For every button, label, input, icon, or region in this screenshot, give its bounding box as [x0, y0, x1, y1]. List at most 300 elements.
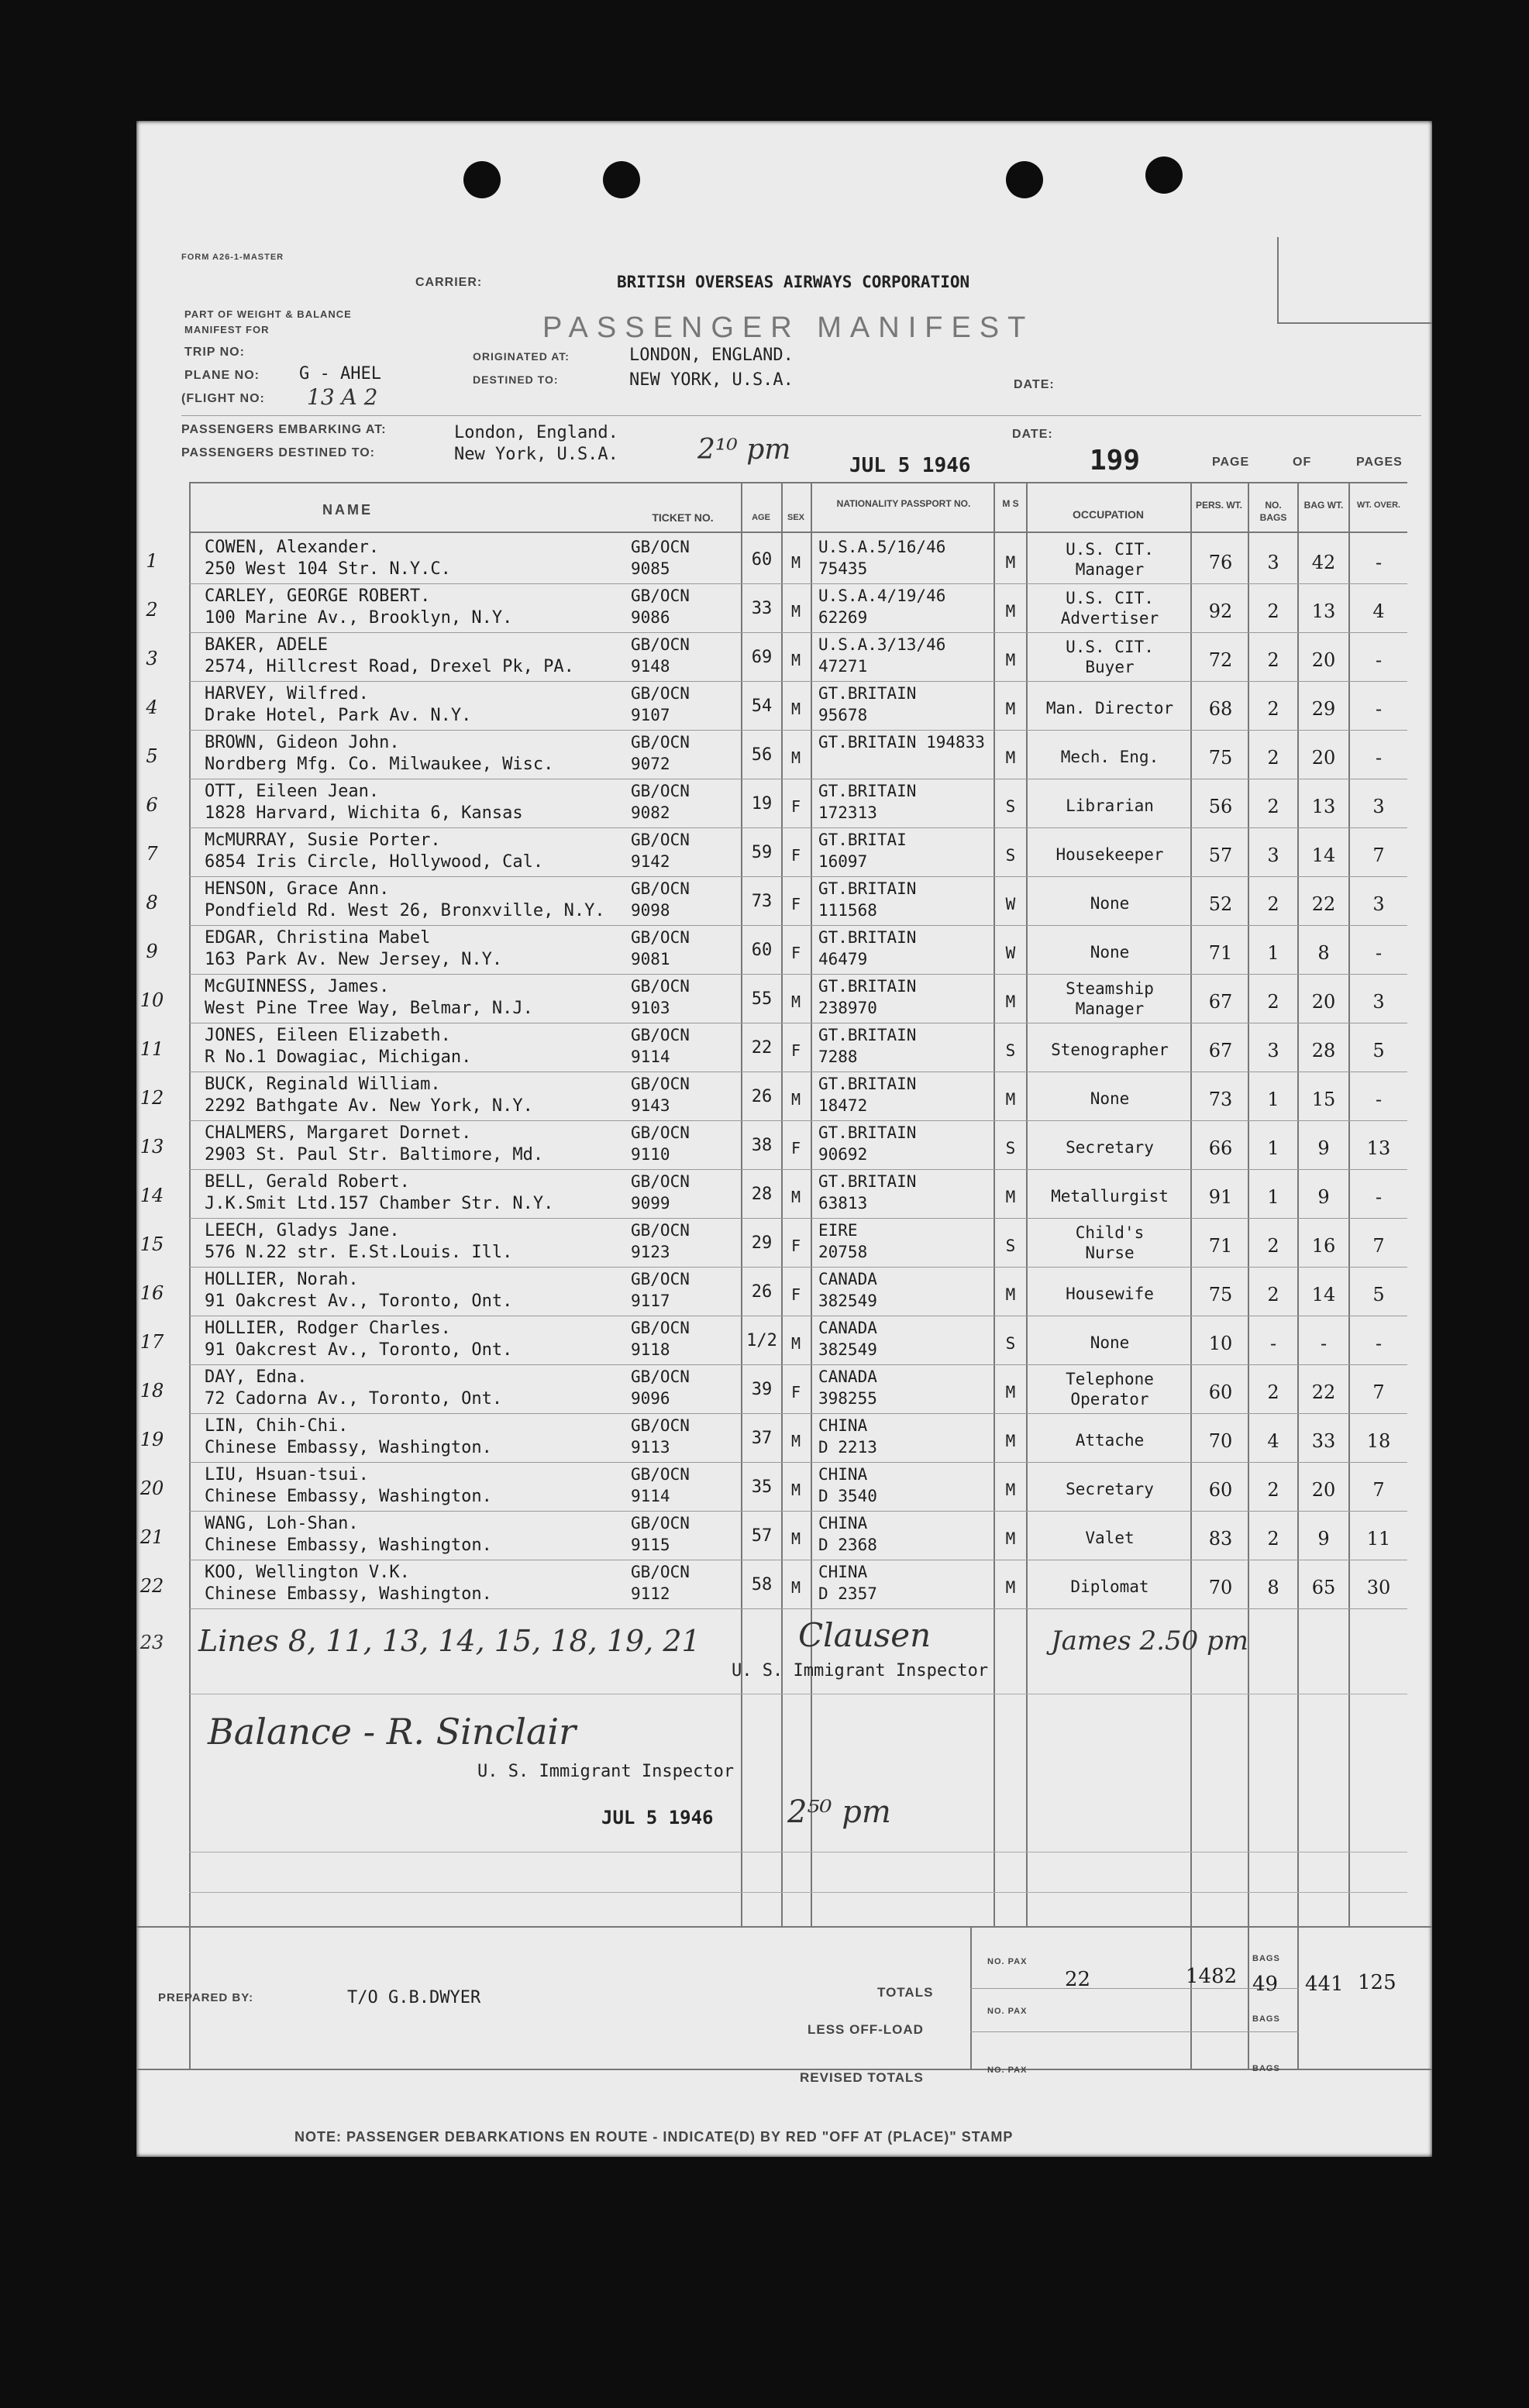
row-number: 2 [146, 599, 158, 621]
table-row [136, 1512, 1432, 1560]
ticket-prefix: GB/OCN [631, 1465, 690, 1484]
table-row [136, 1219, 1432, 1268]
no-pax-label: NO. PAX [987, 1957, 1028, 1966]
row-number: 19 [139, 1429, 164, 1450]
passenger-age: 22 [751, 1038, 773, 1058]
bag-weight: 8 [1317, 942, 1330, 964]
table-row [136, 780, 1432, 828]
row-divider [189, 876, 1407, 877]
weight-over: 7 [1372, 845, 1385, 866]
passenger-sex: M [790, 1481, 801, 1499]
header-age: AGE [752, 513, 770, 522]
passenger-address: Chinese Embassy, Washington. [205, 1487, 492, 1506]
row-number: 3 [146, 648, 158, 669]
nationality: CANADA [818, 1367, 877, 1386]
nationality: GT.BRITAIN [818, 1026, 917, 1044]
manifest-for-label: MANIFEST FOR [184, 324, 270, 335]
bag-weight: 42 [1311, 552, 1336, 573]
table-row [136, 878, 1432, 926]
row-number: 4 [146, 697, 158, 718]
totals-label: TOTALS [877, 1985, 934, 2000]
nationality: U.S.A.3/13/46 [818, 635, 946, 654]
ticket-number: 9086 [631, 608, 670, 627]
occupation: Attache [1075, 1431, 1145, 1450]
row-divider [189, 583, 1407, 584]
row-divider [189, 730, 1407, 731]
number-of-bags: 4 [1267, 1430, 1279, 1452]
passenger-name: LEECH, Gladys Jane. [205, 1221, 400, 1240]
inspector-label-1: U. S. Immigrant Inspector [732, 1661, 989, 1680]
number-of-bags: 3 [1267, 1040, 1279, 1061]
flight-value: 13 A 2 [307, 384, 378, 410]
balance-signature: Balance - R. Sinclair [208, 1711, 577, 1753]
passenger-address: 2574, Hillcrest Road, Drexel Pk, PA. [205, 657, 574, 676]
number-of-bags: 1 [1267, 1137, 1279, 1159]
header-occupation: OCCUPATION [1072, 508, 1145, 521]
header-pers-wt: PERS. WT. [1195, 500, 1242, 511]
personal-weight: 75 [1208, 1284, 1233, 1305]
personal-weight: 73 [1208, 1089, 1233, 1110]
passenger-sex: F [790, 944, 801, 962]
weight-over: 3 [1372, 796, 1385, 817]
bag-weight: 20 [1311, 747, 1336, 769]
marital-status: M [1005, 1578, 1016, 1597]
personal-weight: 56 [1208, 796, 1233, 817]
ticket-number: 9112 [631, 1584, 670, 1603]
passenger-sex: M [790, 748, 801, 767]
nationality: CHINA [818, 1563, 868, 1581]
occupation: Metallurgist [1051, 1187, 1169, 1206]
ticket-prefix: GB/OCN [631, 1172, 690, 1191]
ticket-prefix: GB/OCN [631, 1221, 690, 1240]
number-of-bags: 2 [1267, 893, 1279, 915]
page-number: 199 [1090, 445, 1141, 476]
bag-weight: 22 [1311, 1381, 1336, 1403]
ticket-prefix: GB/OCN [631, 1416, 690, 1435]
table-row [136, 683, 1432, 731]
passenger-name: EDGAR, Christina Mabel [205, 928, 431, 948]
row-number: 14 [139, 1185, 164, 1206]
passenger-name: HOLLIER, Rodger Charles. [205, 1319, 451, 1338]
marital-status: M [1005, 1481, 1016, 1499]
nationality: GT.BRITAIN [818, 684, 917, 703]
passenger-age: 35 [751, 1477, 773, 1497]
passenger-name: BUCK, Reginald William. [205, 1075, 441, 1094]
passport-number: 63813 [818, 1194, 868, 1213]
row-number: 5 [146, 745, 158, 767]
personal-weight: 52 [1208, 893, 1233, 915]
table-row [136, 1415, 1432, 1463]
personal-weight: 57 [1208, 845, 1233, 866]
prepared-by-label: PREPARED BY: [158, 1991, 254, 2004]
header-wt-over: WT. OVER. [1356, 501, 1401, 510]
passenger-name: BAKER, ADELE [205, 635, 328, 655]
passport-number: D 3540 [818, 1487, 877, 1505]
passenger-name: CARLEY, GEORGE ROBERT. [205, 587, 431, 606]
weight-over: - [1375, 942, 1383, 964]
passenger-sex: F [790, 895, 801, 913]
personal-weight: 92 [1208, 600, 1233, 622]
ticket-prefix: GB/OCN [631, 879, 690, 898]
passenger-address: 2292 Bathgate Av. New York, N.Y. [205, 1096, 533, 1116]
passenger-address: Chinese Embassy, Washington. [205, 1584, 492, 1604]
passenger-age: 56 [751, 745, 773, 765]
passenger-sex: M [790, 651, 801, 669]
passenger-address: 91 Oakcrest Av., Toronto, Ont. [205, 1292, 513, 1311]
row-divider [189, 1267, 1407, 1268]
passenger-address: 6854 Iris Circle, Hollywood, Cal. [205, 852, 544, 872]
personal-weight: 70 [1208, 1430, 1233, 1452]
passenger-sex: F [790, 1041, 801, 1060]
weight-over: - [1375, 747, 1383, 769]
passenger-address: Drake Hotel, Park Av. N.Y. [205, 706, 472, 725]
bag-weight: 16 [1311, 1235, 1336, 1257]
marital-status: W [1005, 895, 1016, 913]
passenger-address: 2903 St. Paul Str. Baltimore, Md. [205, 1145, 544, 1164]
punch-hole [1145, 157, 1183, 194]
no-pax-label-3: NO. PAX [987, 2066, 1028, 2075]
row-divider [189, 1608, 1407, 1609]
passenger-sex: F [790, 797, 801, 816]
passenger-name: LIN, Chih-Chi. [205, 1416, 349, 1436]
passengers-destined-label: PASSENGERS DESTINED TO: [181, 446, 375, 459]
ticket-prefix: GB/OCN [631, 635, 690, 654]
passenger-age: 19 [751, 794, 773, 814]
occupation: None [1090, 1333, 1130, 1352]
ticket-number: 9072 [631, 755, 670, 773]
nationality: GT.BRITAIN [818, 1172, 917, 1191]
bag-weight: 9 [1317, 1137, 1330, 1159]
passenger-sex: M [790, 1529, 801, 1548]
passport-number: 75435 [818, 559, 868, 578]
passenger-name: LIU, Hsuan-tsui. [205, 1465, 369, 1484]
weight-over: 3 [1372, 893, 1385, 915]
nationality: CHINA [818, 1514, 868, 1533]
passenger-name: HARVEY, Wilfred. [205, 684, 369, 703]
passenger-address: 250 West 104 Str. N.Y.C. [205, 559, 451, 579]
nationality: GT.BRITAIN 194833 [818, 733, 985, 752]
no-pax-label-2: NO. PAX [987, 2007, 1028, 2016]
header-no-bags: NO. BAGS [1259, 500, 1287, 523]
weight-over: 7 [1372, 1381, 1385, 1403]
passenger-sex: M [790, 700, 801, 718]
ticket-number: 9123 [631, 1243, 670, 1261]
passport-number: D 2368 [818, 1536, 877, 1554]
table-row [136, 1464, 1432, 1512]
ticket-number: 9115 [631, 1536, 670, 1554]
number-of-bags: 2 [1267, 1381, 1279, 1403]
number-of-bags: 3 [1267, 552, 1279, 573]
passport-number: 7288 [818, 1047, 858, 1066]
ticket-prefix: GB/OCN [631, 782, 690, 800]
row-number-23: 23 [139, 1632, 164, 1653]
row-divider [189, 632, 1407, 633]
row-number: 9 [146, 941, 158, 962]
ticket-prefix: GB/OCN [631, 1367, 690, 1386]
occupation: Man. Director [1045, 699, 1174, 717]
row-divider [189, 681, 1407, 682]
nationality: CANADA [818, 1270, 877, 1288]
plane-value: G - AHEL [299, 364, 381, 384]
passenger-name: McGUINNESS, James. [205, 977, 390, 996]
marital-status: M [1005, 1383, 1016, 1402]
nationality: CHINA [818, 1416, 868, 1435]
header-name: NAME [322, 502, 373, 518]
passenger-address: Nordberg Mfg. Co. Milwaukee, Wisc. [205, 755, 554, 774]
marital-status: M [1005, 1432, 1016, 1450]
passenger-sex: M [790, 1432, 801, 1450]
passport-number: 382549 [818, 1340, 877, 1359]
number-of-bags: 2 [1267, 747, 1279, 769]
marital-status: M [1005, 700, 1016, 718]
ticket-prefix: GB/OCN [631, 733, 690, 752]
ticket-number: 9103 [631, 999, 670, 1017]
passenger-age: 39 [751, 1380, 773, 1399]
bag-weight: 65 [1311, 1577, 1336, 1598]
passenger-sex: F [790, 1139, 801, 1158]
inspector-time-2: 2⁵⁰ pm [787, 1794, 891, 1830]
nationality: CHINA [818, 1465, 868, 1484]
weight-over: 4 [1372, 600, 1385, 622]
passport-number: 172313 [818, 803, 877, 822]
ticket-prefix: GB/OCN [631, 928, 690, 947]
bag-weight: 14 [1311, 1284, 1336, 1305]
passenger-name: DAY, Edna. [205, 1367, 308, 1387]
row-number: 18 [139, 1380, 164, 1402]
table-row [136, 829, 1432, 877]
marital-status: W [1005, 944, 1016, 962]
passenger-sex: M [790, 1090, 801, 1109]
punch-hole [1006, 161, 1043, 198]
marital-status: M [1005, 1188, 1016, 1206]
row-number: 7 [146, 843, 158, 865]
passenger-age: 1/2 [746, 1331, 777, 1350]
personal-weight: 76 [1208, 552, 1233, 573]
passenger-name: CHALMERS, Margaret Dornet. [205, 1123, 472, 1143]
nationality: U.S.A.5/16/46 [818, 538, 946, 556]
passenger-age: 59 [751, 843, 773, 862]
row-divider [189, 1169, 1407, 1170]
weight-over: - [1375, 1186, 1383, 1208]
passenger-name: HOLLIER, Norah. [205, 1270, 359, 1289]
passenger-name: JONES, Eileen Elizabeth. [205, 1026, 451, 1045]
marital-status: M [1005, 1090, 1016, 1109]
occupation: Manager [1075, 560, 1145, 579]
inspector-signature-1: Clausen [798, 1616, 932, 1654]
date-label: DATE: [1014, 378, 1055, 391]
ticket-number: 9098 [631, 901, 670, 920]
header-ms: M S [1002, 498, 1019, 509]
part-of-label: PART OF WEIGHT & BALANCE [184, 308, 352, 320]
number-of-bags: 2 [1267, 649, 1279, 671]
passport-number: 90692 [818, 1145, 868, 1164]
occupation: Advertiser [1060, 609, 1159, 628]
weight-over: 3 [1372, 991, 1385, 1013]
weight-over: 5 [1372, 1040, 1385, 1061]
total-pers-wt: 1482 [1186, 1965, 1238, 1988]
personal-weight: 68 [1208, 698, 1233, 720]
number-of-bags: 1 [1267, 942, 1279, 964]
passenger-name: McMURRAY, Susie Porter. [205, 831, 441, 850]
marital-status: S [1005, 1139, 1016, 1158]
occupation: Nurse [1085, 1244, 1135, 1262]
passenger-age: 57 [751, 1526, 773, 1546]
date-stamp: JUL 5 1946 [849, 454, 971, 477]
passenger-age: 54 [751, 697, 773, 716]
passenger-name: KOO, Wellington V.K. [205, 1563, 410, 1582]
table-row [136, 1171, 1432, 1219]
table-row [136, 585, 1432, 633]
row-number: 11 [139, 1038, 164, 1060]
number-of-bags: 2 [1267, 1284, 1279, 1305]
passenger-address: Pondfield Rd. West 26, Bronxville, N.Y. [205, 901, 605, 920]
passenger-name: COWEN, Alexander. [205, 538, 380, 557]
marital-status: M [1005, 602, 1016, 621]
row-divider [189, 925, 1407, 926]
passport-number: 16097 [818, 852, 868, 871]
header-sex: SEX [787, 513, 804, 522]
personal-weight: 71 [1208, 942, 1233, 964]
table-row [136, 731, 1432, 779]
ticket-number: 9096 [631, 1389, 670, 1408]
passenger-name: BROWN, Gideon John. [205, 733, 400, 752]
marital-status: S [1005, 1334, 1016, 1353]
passport-number: 47271 [818, 657, 868, 676]
weight-over: - [1375, 649, 1383, 671]
number-of-bags: 8 [1267, 1577, 1279, 1598]
inspector-date-2: JUL 5 1946 [601, 1807, 714, 1828]
embarking-value: London, England. [454, 423, 618, 442]
row-number: 16 [139, 1282, 164, 1304]
marital-status: S [1005, 1041, 1016, 1060]
personal-weight: 60 [1208, 1381, 1233, 1403]
total-bags: 49 [1252, 1973, 1279, 1996]
passenger-age: 29 [751, 1233, 773, 1253]
personal-weight: 71 [1208, 1235, 1233, 1257]
occupation: Child's [1075, 1223, 1145, 1242]
occupation: Telephone [1066, 1370, 1154, 1388]
table-row [136, 927, 1432, 975]
marital-status: S [1005, 846, 1016, 865]
ticket-number: 9113 [631, 1438, 670, 1457]
occupation: U.S. CIT. [1066, 540, 1154, 559]
occupation: None [1090, 1089, 1130, 1108]
passenger-address: 576 N.22 str. E.St.Louis. Ill. [205, 1243, 513, 1262]
departure-time: 2¹⁰ pm [697, 434, 791, 466]
passport-number: D 2357 [818, 1584, 877, 1603]
ticket-prefix: GB/OCN [631, 831, 690, 849]
occupation: None [1090, 943, 1130, 961]
number-of-bags: 2 [1267, 991, 1279, 1013]
passenger-address: West Pine Tree Way, Belmar, N.J. [205, 999, 533, 1018]
ticket-number: 9082 [631, 803, 670, 822]
total-wt-over: 125 [1358, 1971, 1396, 1994]
table-row [136, 1268, 1432, 1316]
passenger-address: 100 Marine Av., Brooklyn, N.Y. [205, 608, 513, 628]
occupation: Housewife [1066, 1285, 1154, 1303]
personal-weight: 10 [1208, 1333, 1233, 1354]
punch-hole [463, 161, 501, 198]
occupation: Valet [1085, 1529, 1135, 1547]
personal-weight: 67 [1208, 1040, 1233, 1061]
nationality: GT.BRITAIN [818, 879, 917, 898]
bag-weight: 20 [1311, 1479, 1336, 1501]
row-number: 1 [146, 550, 158, 572]
marital-status: M [1005, 1285, 1016, 1304]
bag-weight: 20 [1311, 991, 1336, 1013]
bag-weight: 28 [1311, 1040, 1336, 1061]
form-number: FORM A26-1-MASTER [181, 253, 284, 262]
marital-status: M [1005, 748, 1016, 767]
row-divider [189, 1413, 1407, 1414]
header-bag-wt: BAG WT. [1303, 500, 1344, 511]
passport-number: 95678 [818, 706, 868, 724]
passenger-name: OTT, Eileen Jean. [205, 782, 380, 801]
bag-weight: 9 [1317, 1528, 1330, 1550]
pages-label: PAGES [1356, 456, 1403, 469]
ticket-number: 9114 [631, 1487, 670, 1505]
passenger-address: 1828 Harvard, Wichita 6, Kansas [205, 803, 523, 823]
table-row [136, 1366, 1432, 1414]
ticket-number: 9148 [631, 657, 670, 676]
marital-status: M [1005, 1529, 1016, 1548]
row-number: 17 [139, 1331, 164, 1353]
bag-weight: 15 [1311, 1089, 1336, 1110]
weight-over: 13 [1366, 1137, 1391, 1159]
table-row [136, 1073, 1432, 1121]
table-row [136, 1122, 1432, 1170]
occupation: Secretary [1066, 1138, 1154, 1157]
passenger-age: 38 [751, 1136, 773, 1155]
personal-weight: 91 [1208, 1186, 1233, 1208]
number-of-bags: 2 [1267, 600, 1279, 622]
personal-weight: 67 [1208, 991, 1233, 1013]
occupation: None [1090, 894, 1130, 913]
table-row [136, 1561, 1432, 1609]
nationality: EIRE [818, 1221, 858, 1240]
passport-number: 18472 [818, 1096, 868, 1115]
table-row [136, 536, 1432, 584]
destined-value: NEW YORK, U.S.A. [629, 370, 794, 390]
occupation: U.S. CIT. [1066, 589, 1154, 607]
total-bag-wt: 441 [1305, 1973, 1344, 1996]
total-pax: 22 [1065, 1968, 1091, 1991]
row-number: 21 [139, 1526, 164, 1548]
weight-over: 7 [1372, 1235, 1385, 1257]
marital-status: M [1005, 992, 1016, 1011]
personal-weight: 83 [1208, 1528, 1233, 1550]
prepared-by-value: T/O G.B.DWYER [347, 1988, 481, 2007]
weight-over: - [1375, 698, 1383, 720]
manifest-title: PASSENGER MANIFEST [542, 311, 1035, 344]
row-number: 22 [139, 1575, 164, 1597]
ticket-prefix: GB/OCN [631, 1514, 690, 1533]
ticket-prefix: GB/OCN [631, 1563, 690, 1581]
inspector-time-1: James 2.50 pm [1051, 1625, 1249, 1656]
passport-number: 111568 [818, 901, 877, 920]
row-number: 10 [139, 989, 164, 1011]
row-number: 12 [139, 1087, 164, 1109]
number-of-bags: 1 [1267, 1089, 1279, 1110]
weight-over: - [1375, 1333, 1383, 1354]
plane-label: PLANE NO: [184, 369, 260, 382]
number-of-bags: 1 [1267, 1186, 1279, 1208]
occupation: Stenographer [1051, 1041, 1169, 1059]
nationality: GT.BRITAIN [818, 782, 917, 800]
ticket-number: 9099 [631, 1194, 670, 1213]
nationality: GT.BRITAIN [818, 1123, 917, 1142]
carrier-label: CARRIER: [415, 276, 483, 289]
